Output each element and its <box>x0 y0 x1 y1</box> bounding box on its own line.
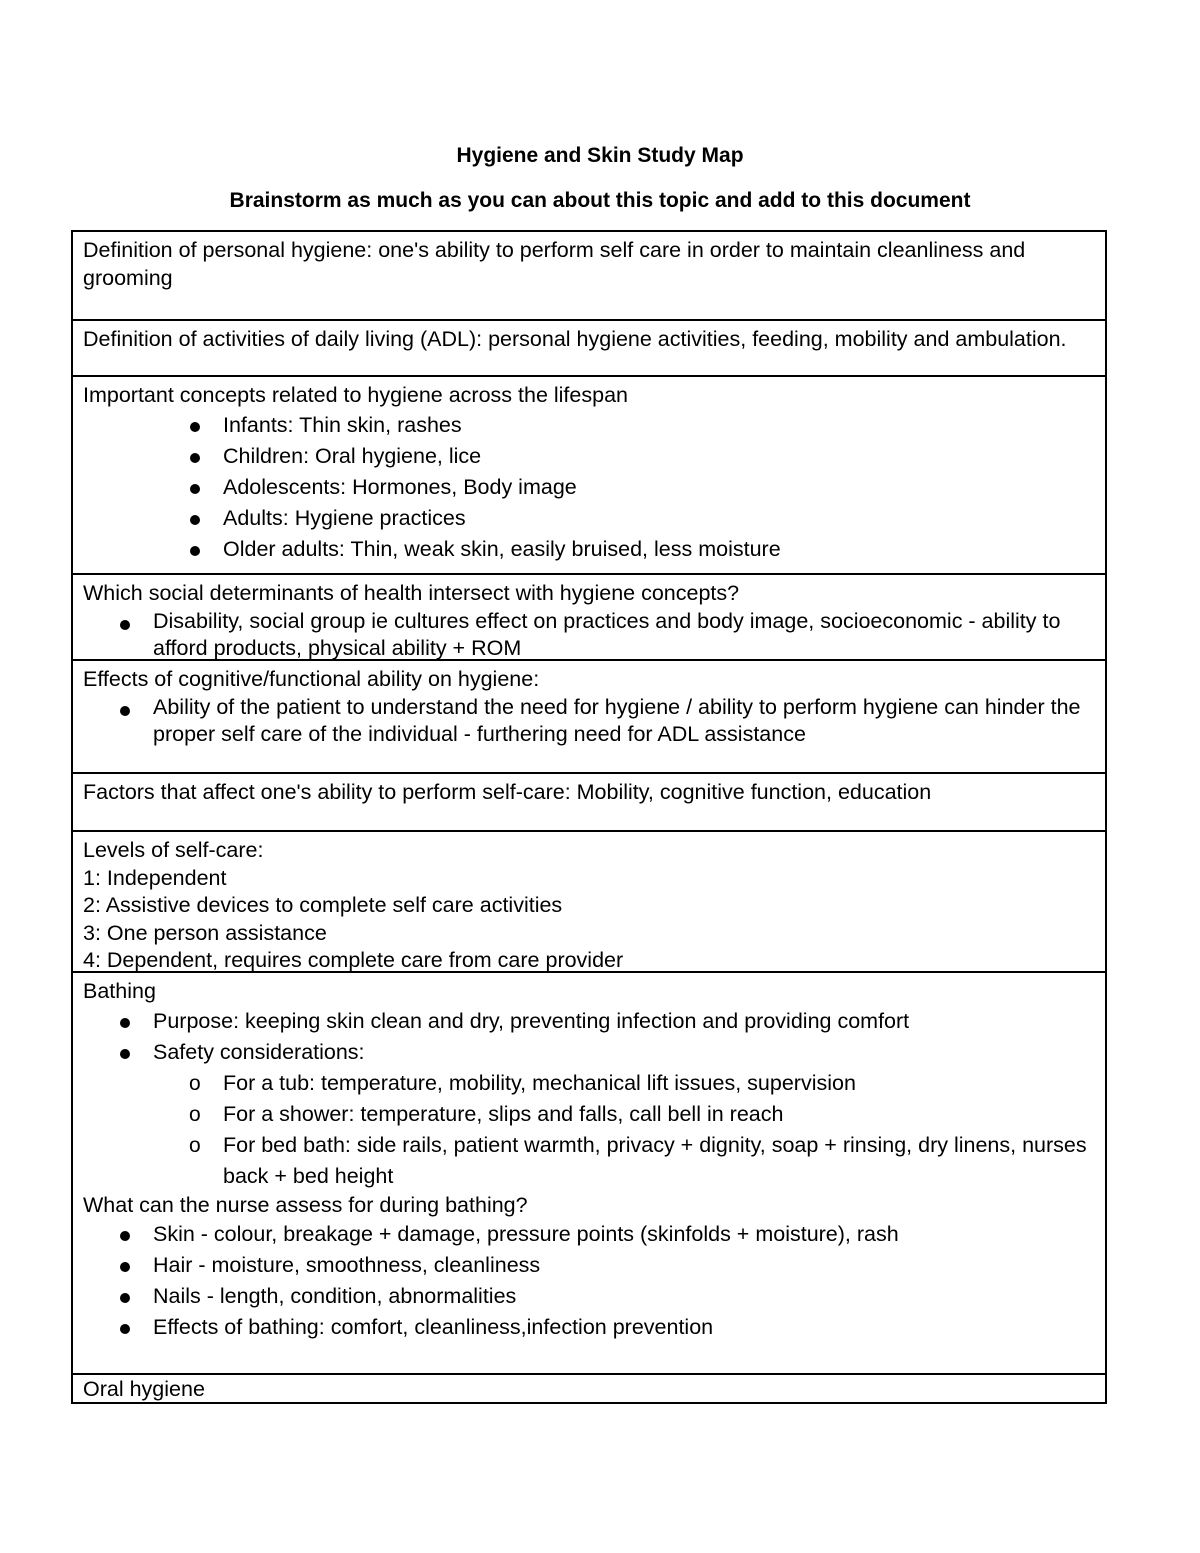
list-item: Older adults: Thin, weak skin, easily bruised, less moisture <box>83 534 1095 565</box>
social-heading: Which social determinants of health intersect with hygiene concepts? <box>83 581 740 605</box>
list-item: Purpose: keeping skin clean and dry, preventing infection and providing comfort <box>83 1006 1095 1037</box>
bullet-icon <box>190 515 200 525</box>
list-item: Disability, social group ie cultures effect on practices and body image, socioeconomic - ability to afford products, physical ability + ROM <box>83 608 1095 662</box>
cognitive-list <box>83 694 1095 749</box>
bullet-icon <box>120 1049 130 1059</box>
bullet-icon <box>120 620 130 630</box>
circle-marker-icon: o <box>189 1071 201 1095</box>
bullet-icon <box>120 1293 130 1303</box>
row-bathing <box>73 973 1105 1375</box>
level-item: 2: Assistive devices to complete self care activities <box>83 893 563 917</box>
page-subtitle: Brainstorm as much as you can about this topic and add to this document <box>229 189 971 212</box>
level-item: 1: Independent <box>83 865 227 890</box>
row-personal-hygiene <box>73 232 1105 321</box>
list-item: Nails - length, condition, abnormalities <box>83 1281 1095 1312</box>
list-item: o For bed bath: side rails, patient warmth, privacy + dignity, soap + rinsing, dry linens, nurses back + bed height <box>83 1130 1095 1192</box>
bullet-icon <box>120 1018 130 1028</box>
list-item: Safety considerations: <box>83 1037 1095 1068</box>
oral-hygiene-text: Oral hygiene <box>83 1377 205 1401</box>
levels-heading: Levels of self-care: <box>83 838 264 862</box>
list-item: Adolescents: Hormones, Body image <box>83 472 1095 503</box>
cognitive-heading: Effects of cognitive/functional ability on hygiene: <box>83 667 540 691</box>
study-map-table <box>71 230 1107 1404</box>
list-item: Ability of the patient to understand the need for hygiene / ability to perform hygiene can hinder the proper self care of the individual - furthering need for ADL assistance <box>83 694 1095 749</box>
bullet-icon <box>120 1231 130 1241</box>
row-cognitive <box>73 661 1105 774</box>
level-item: 4: Dependent, requires complete care from care provider <box>83 948 624 972</box>
row-social-determinants <box>73 575 1105 661</box>
bullet-icon <box>190 546 200 556</box>
bathing-list <box>83 1006 1095 1192</box>
assess-heading: What can the nurse assess for during bathing? <box>83 1192 528 1217</box>
bathing-heading: Bathing <box>83 979 156 1003</box>
lifespan-list <box>83 410 1095 565</box>
page-title: Hygiene and Skin Study Map <box>456 144 744 167</box>
list-item: o For a tub: temperature, mobility, mechanical lift issues, supervision <box>83 1068 1095 1099</box>
list-item: Infants: Thin skin, rashes <box>83 410 1095 441</box>
list-item: o For a shower: temperature, slips and falls, call bell in reach <box>83 1099 1095 1130</box>
bullet-icon <box>190 484 200 494</box>
list-item: Skin - colour, breakage + damage, pressure points (skinfolds + moisture), rash <box>83 1219 1095 1250</box>
row-adl <box>73 321 1105 377</box>
bullet-icon <box>190 453 200 463</box>
list-item: Effects of bathing: comfort, cleanliness,infection prevention <box>83 1312 1095 1343</box>
level-item: 3: One person assistance <box>83 920 327 945</box>
personal-hygiene-text: Definition of personal hygiene: one's ability to perform self care in order to maintain cleanliness and grooming <box>83 238 1026 290</box>
list-item: Children: Oral hygiene, lice <box>83 441 1095 472</box>
bullet-icon <box>120 1262 130 1272</box>
row-factors <box>73 774 1105 832</box>
assess-list <box>83 1219 1095 1343</box>
circle-marker-icon: o <box>189 1102 201 1126</box>
bullet-icon <box>120 1324 130 1334</box>
factors-text: Factors that affect one's ability to perform self-care: Mobility, cognitive function, education <box>83 780 932 804</box>
social-list <box>83 608 1095 662</box>
row-levels <box>73 832 1105 973</box>
list-item: Hair - moisture, smoothness, cleanliness <box>83 1250 1095 1281</box>
bullet-icon <box>120 706 130 716</box>
lifespan-heading: Important concepts related to hygiene across the lifespan <box>83 383 628 407</box>
adl-text: Definition of activities of daily living (ADL): personal hygiene activities, feeding, mobility and ambulation. <box>83 327 1067 351</box>
row-oral-hygiene <box>73 1375 1105 1402</box>
circle-marker-icon: o <box>189 1133 201 1157</box>
bullet-icon <box>190 422 200 432</box>
list-item: Adults: Hygiene practices <box>83 503 1095 534</box>
row-lifespan <box>73 377 1105 575</box>
